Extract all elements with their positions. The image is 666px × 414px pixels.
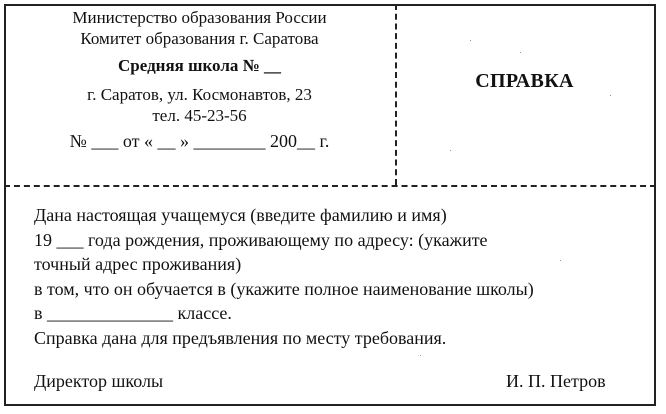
registration-line: № ___ от « __ » ________ 200__ г. (69, 131, 330, 151)
scan-noise (560, 260, 561, 261)
committee-name: Комитет образования г. Саратова (80, 29, 319, 48)
cut-line-vertical (395, 4, 397, 185)
body-line-6: Справка дана для предъявления по месту требования. (34, 327, 447, 348)
signature-position: Директор школы (34, 371, 164, 391)
school-name: Средняя школа № __ (118, 56, 281, 75)
document-title: СПРАВКА (475, 70, 574, 92)
certificate-body (34, 203, 644, 351)
school-stamp (8, 7, 391, 152)
school-address: г. Саратов, ул. Космонавтов, 23 (87, 85, 312, 104)
school-phone: тел. 45-23-56 (152, 106, 247, 125)
scan-noise (420, 355, 421, 356)
scan-noise (520, 52, 521, 53)
cut-line-horizontal (4, 185, 656, 187)
body-line-1: Дана настоящая учащемуся (введите фамилию и имя) (34, 205, 447, 225)
body-line-2: 19 ___ года рождения, проживающему по адресу: (укажите (34, 229, 488, 250)
signature-name: И. П. Петров (506, 371, 606, 391)
body-line-3: точный адрес проживания) (34, 254, 242, 275)
body-line-5: в ______________ классе. (34, 303, 232, 324)
body-line-4: в том, что он обучается в (укажите полное наименование школы) (34, 278, 534, 299)
scan-noise (450, 150, 451, 151)
scan-noise (470, 40, 471, 41)
ministry-name: Министерство образования России (72, 8, 327, 27)
scan-noise (610, 95, 611, 96)
